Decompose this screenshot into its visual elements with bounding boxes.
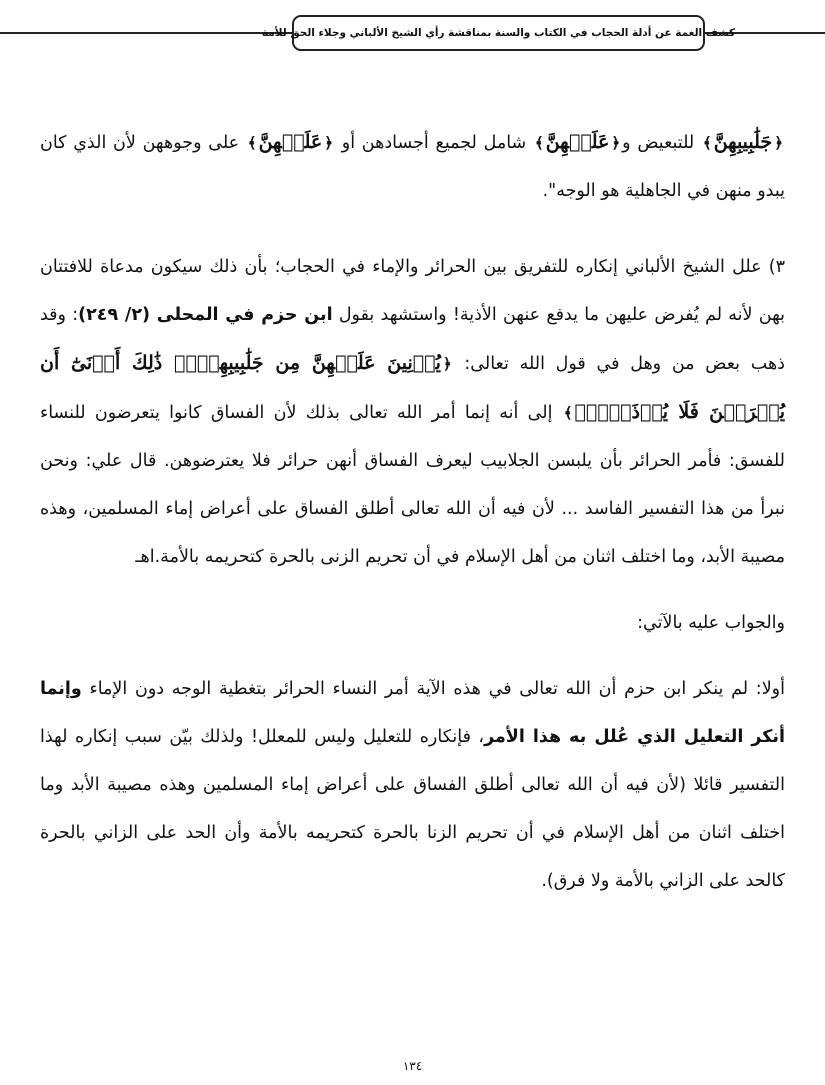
- ornament-open: ﴿: [774, 134, 783, 152]
- quran-word: عَلَيۡهِنَّ: [545, 131, 610, 153]
- ornament-open: ﴿: [442, 355, 452, 373]
- emphasis-bold: وإنما أنكر التعليل الذي عُلل به هذا الأمر: [40, 679, 785, 747]
- text-run: أولا: لم ينكر ابن حزم أن الله تعالى في هذه الآية أمر النساء الحرائر بتغطية الوجه دون الإماء: [81, 679, 785, 699]
- ornament-close: ﴾: [534, 134, 544, 152]
- page-number: ١٣٤: [402, 1059, 423, 1073]
- paragraph-4: [40, 665, 785, 905]
- ornament-close: ﴾: [563, 404, 573, 422]
- ornament-open: ﴿: [324, 134, 334, 152]
- page-body: [40, 118, 785, 923]
- text-run: ، فإنكاره للتعليل وليس للمعلل! ولذلك بيّن سبب إنكاره لهذا التفسير قائلا (لأن فيه أن الله تعالى أطلق الفساق على أعراض إماء المسلمين وهذه مصيبة الأبد وما اختلف اثنان من أهل الإسلام في أن تحريم الزنا بالحرة كتحريمه بالأمة وأن الحد على الزاني بالحرة كالحد على الزاني بالأمة ولا فرق).: [40, 727, 785, 891]
- text-run: للتبعيض و: [622, 133, 701, 153]
- quran-verse: يُدۡنِينَ عَلَيۡهِنَّ مِن جَلَٰبِيبِهِنَّۚ ذَٰلِكَ أَدۡنَىٰٓ أَن يُعۡرَفۡنَ فَلَا يُؤۡذَيۡنَۗ: [40, 352, 785, 423]
- ornament-close: ﴾: [247, 134, 257, 152]
- ornament-close: ﴾: [702, 134, 712, 152]
- ornament-open: ﴿: [611, 134, 621, 152]
- text-run: ٣) علل الشيخ الألباني إنكاره للتفريق بين الحرائر والإماء في الحجاب؛ بأن ذلك سيكون مدعاة للافتتان بهن لأنه لم يُفرض عليهن ما يدفع عنهن الأذية! واستشهد بقول: [40, 257, 786, 325]
- text-run: : وقد ذهب بعض من وهل في قول الله تعالى:: [40, 305, 785, 374]
- text-run: على وجوههن لأن الذي كان يبدو منهن في الجاهلية هو الوجه".: [40, 133, 785, 201]
- header-title: كشف الغمة عن أدلة الحجاب في الكتاب والسنة بمناقشة رأي الشيخ الألباني وجلاء الحق للأمة: [261, 27, 736, 39]
- header-rule-left: [0, 32, 292, 34]
- quran-word: جَلَٰبِيبِهِنَّ: [713, 131, 773, 153]
- running-header: [261, 15, 736, 51]
- paragraph-3: [40, 599, 785, 647]
- paragraph-2: [40, 243, 785, 581]
- paragraph-1: [40, 118, 785, 215]
- text-run: إلى أنه إنما أمر الله تعالى بذلك لأن الفساق كانوا يتعرضون للنساء للفسق: فأمر الحرائر بأن يلبسن الجلابيب ليعرف الفساق أنهن حرائر فلا يعترضوهن. قال علي: ونحن نبرأ من هذا التفسير الفاسد ... لأن فيه أن الله تعالى أطلق الفساق على أعراض إماء المسلمين، وهذه مصيبة الأبد، وما اختلف اثنان من أهل الإسلام في أن تحريم الزنى بالحرة كتحريمه بالأمة.اهـ: [40, 403, 785, 567]
- text-run: شامل لجميع أجسادهن أو: [335, 133, 533, 153]
- citation-bold: ابن حزم في المحلى (٢/ ٢٤٩): [78, 305, 333, 325]
- quran-word: عَلَيۡهِنَّ: [258, 131, 323, 153]
- text-run: والجواب عليه بالآتي:: [637, 613, 785, 633]
